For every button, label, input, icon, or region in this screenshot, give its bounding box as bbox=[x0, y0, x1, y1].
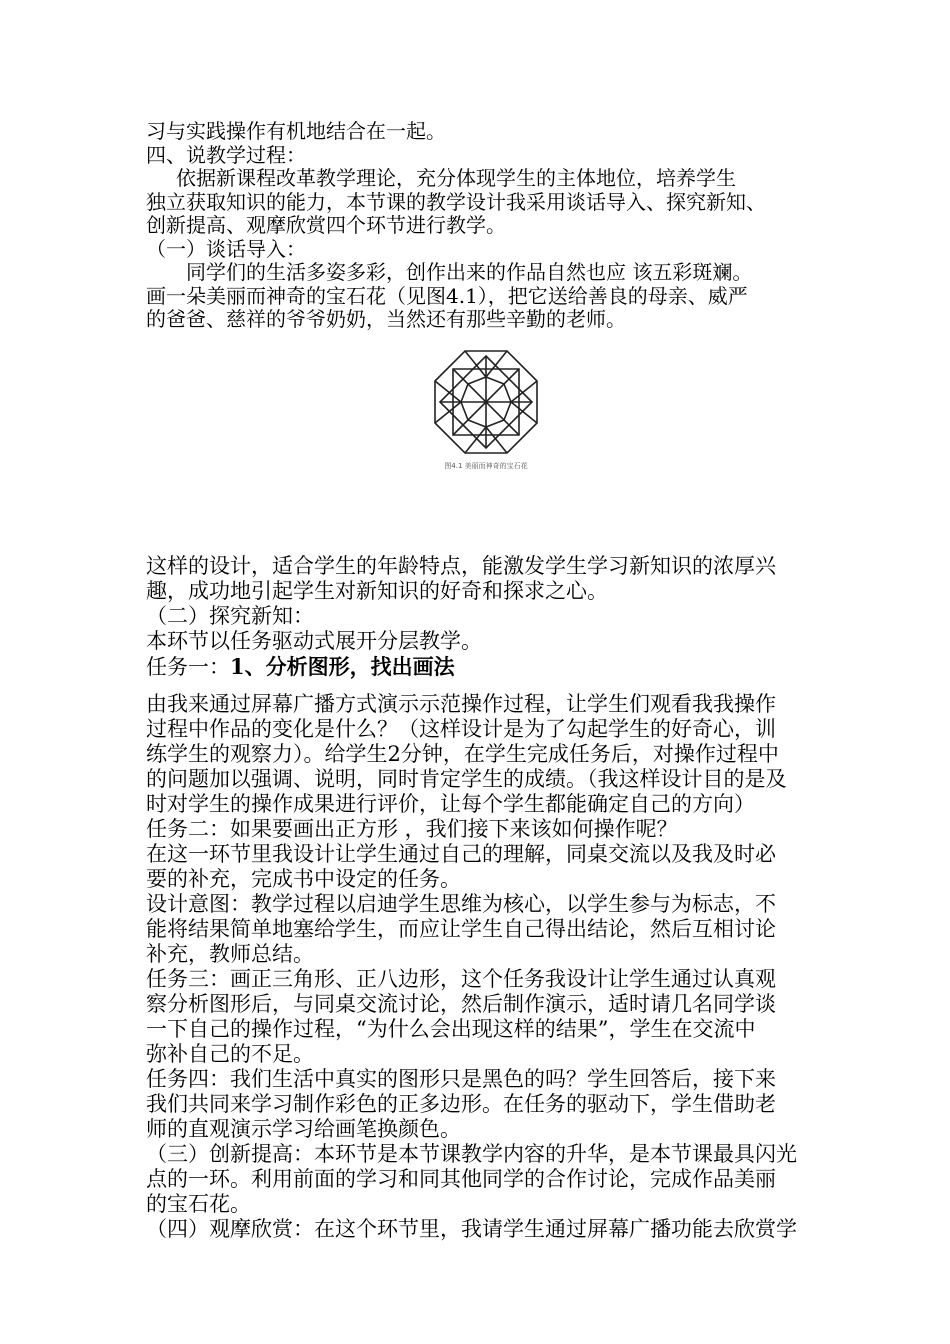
text-line: 独立获取知识的能力，本节课的教学设计我采用谈话导入、探究新知、 bbox=[146, 189, 766, 214]
gem-flower-image bbox=[416, 346, 556, 472]
task-one-title: 1、分析图形，找出画法 bbox=[230, 653, 455, 679]
document-page bbox=[146, 120, 826, 1242]
text-line: 察分析图形后，与同桌交流讨论，然后制作演示，适时请几名同学谈 bbox=[146, 991, 776, 1016]
text-line: 的问题加以强调、说明，同时肯定学生的成绩。（我这样设计目的是及 bbox=[146, 766, 787, 791]
text-line: 要的补充，完成书中设定的任务。 bbox=[146, 866, 461, 891]
gem-flower-figure bbox=[146, 346, 826, 506]
text-line: 练学生的观察力）。给学生2分钟，在学生完成任务后，对操作过程中 bbox=[146, 741, 779, 766]
text-line: 点的一环。利用前面的学习和同其他同学的合作讨论，完成作品美丽 bbox=[146, 1166, 776, 1191]
text-line: 同学们的生活多姿多彩，创作出来的作品自然也应 该五彩斑斓。 bbox=[186, 260, 753, 284]
text-line: 过程中作品的变化是什么？（这样设计是为了勾起学生的好奇心，训 bbox=[146, 716, 776, 741]
text-line: 这样的设计，适合学生的年龄特点，能激发学生学习新知识的浓厚兴 bbox=[146, 553, 776, 578]
text-line: 由我来通过屏幕广播方式演示示范操作过程，让学生们观看我我操作 bbox=[146, 691, 776, 716]
text-line: 任务四：我们生活中真实的图形只是黑色的吗？学生回答后，接下来 bbox=[146, 1066, 776, 1091]
text-line: （四）观摩欣赏：在这个环节里，我请学生通过屏幕广播功能去欣赏学 bbox=[146, 1216, 797, 1241]
text-line: 补充，教师总结。 bbox=[146, 941, 314, 966]
task-one-heading bbox=[146, 654, 826, 680]
text-line: 弥补自己的不足。 bbox=[146, 1041, 314, 1066]
text-line: 能将结果简单地塞给学生，而应让学生自己得出结论，然后互相讨论 bbox=[146, 916, 776, 941]
text-line: 趣，成功地引起学生对新知识的好奇和探求之心。 bbox=[146, 578, 608, 603]
text-line: 的宝石花。 bbox=[146, 1191, 251, 1216]
text-line: 习与实践操作有机地结合在一起。 bbox=[146, 119, 446, 143]
task-one-prefix: 任务一： bbox=[146, 654, 230, 679]
section-heading: 四、说教学过程： bbox=[146, 142, 306, 167]
subsection-heading: （一）谈话导入： bbox=[146, 236, 306, 261]
text-line: 画一朵美丽而神奇的宝石花（见图4.1），把它送给善良的母亲、威严 bbox=[146, 283, 748, 308]
text-line: 本环节以任务驱动式展开分层教学。 bbox=[146, 628, 482, 653]
text-line: 任务三：画正三角形、正八边形，这个任务我设计让学生通过认真观 bbox=[146, 966, 776, 991]
text-line: 我们共同来学习制作彩色的正多边形。在任务的驱动下，学生借助老 bbox=[146, 1091, 776, 1116]
text-line: 创新提高、观摩欣赏四个环节进行教学。 bbox=[146, 213, 506, 237]
text-line: 设计意图：教学过程以启迪学生思维为核心，以学生参与为标志，不 bbox=[146, 891, 776, 916]
text-line: 依据新课程改革教学理论，充分体现学生的主体地位，培养学生 bbox=[176, 166, 736, 190]
text-line: 在这一环节里我设计让学生通过自己的理解，同桌交流以及我及时必 bbox=[146, 841, 776, 866]
figure-caption: 图4.1 美丽而神奇的宝石花 bbox=[444, 461, 528, 470]
text-line: 师的直观演示学习给画笔换颜色。 bbox=[146, 1116, 461, 1141]
text-line: 的爸爸、慈祥的爷爷奶奶，当然还有那些辛勤的老师。 bbox=[146, 307, 626, 331]
subsection-heading: （二）探究新知： bbox=[146, 603, 314, 628]
text-line: 时对学生的操作成果进行评价，让每个学生都能确定自己的方向） bbox=[146, 791, 755, 816]
text-line: 一下自己的操作过程，“为什么会出现这样的结果”，学生在交流中 bbox=[146, 1016, 756, 1041]
text-line: （三）创新提高：本环节是本节课教学内容的升华，是本节课最具闪光 bbox=[146, 1141, 797, 1166]
text-line: 任务二：如果要画出正方形 ，我们接下来该如何操作呢？ bbox=[146, 816, 678, 841]
